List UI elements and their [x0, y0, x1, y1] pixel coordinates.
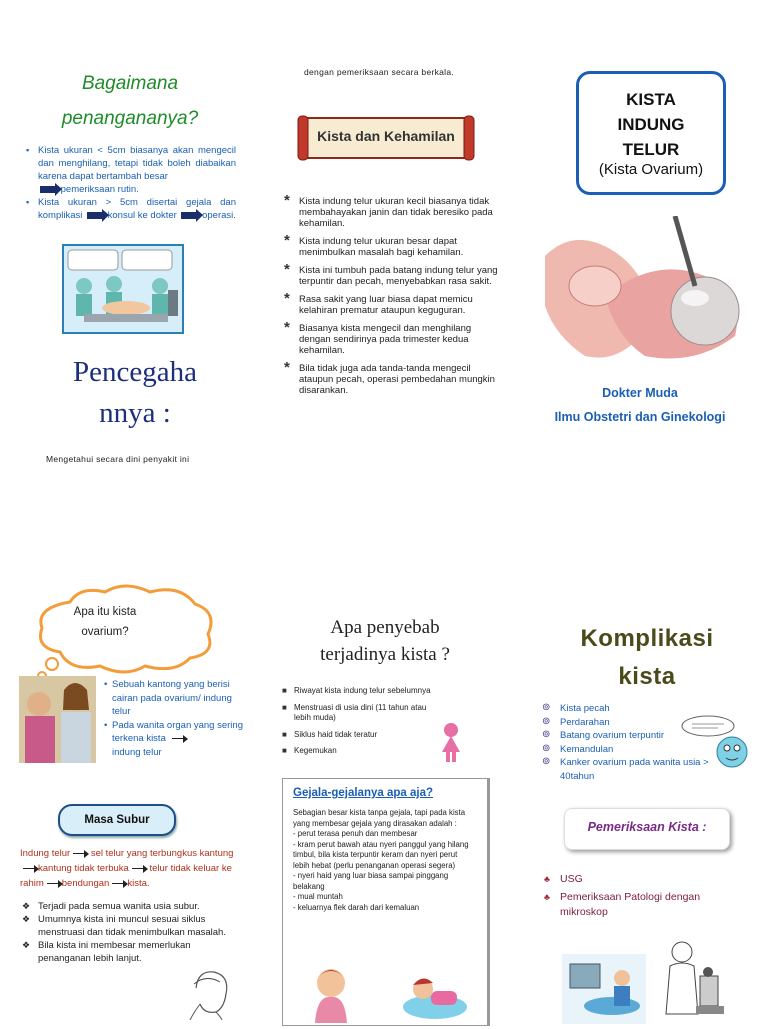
list-item: * Rasa sakit yang luar biasa dapat memicu kelahiran prematur ataupun keguguran.: [284, 294, 498, 316]
female-symbol-icon: [440, 722, 462, 762]
bullet-large-cyst: ▪ Kista ukuran > 5cm disertai gejala dan komplikasi konsul ke dokter operasi.: [38, 196, 236, 222]
list-item: ■ Riwayat kista indung telur sebelumnya: [282, 686, 432, 697]
women-talking-image: [19, 676, 96, 763]
list-item: ■ Siklus haid tidak teratur: [282, 730, 432, 741]
list-item: * Kista indung telur ukuran kecil biasanya tidak membahayakan janin dan tidak beresiko pada kehamilan.: [284, 196, 498, 229]
panel-pregnancy: [256, 0, 512, 512]
list-item: - mual muntah: [293, 892, 343, 901]
complications-title: Komplikasi kista: [580, 625, 714, 690]
definition-list: [104, 678, 250, 759]
pregnancy-scroll-banner: [296, 114, 476, 164]
woman-sketch-icon: [186, 968, 232, 1020]
arrow-icon: [132, 868, 144, 870]
list-item: ⊚ Kista pecah: [542, 702, 724, 716]
ultrasound-exam-image: [562, 954, 646, 1024]
treatment-bullets: [24, 144, 236, 222]
list-item: ■ Menstruasi di usia dini (11 tahun atau lebih muda): [282, 703, 432, 724]
cover-subtitle: (Kista Ovarium): [598, 161, 704, 178]
ovary-illustration-icon: [545, 216, 755, 372]
continued-text: dengan pemeriksaan secara berkala.: [304, 67, 455, 77]
list-item: * Bila tidak juga ada tanda-tanda mengecil ataupun pecah, operasi pembedahan mungkin disarankan.: [284, 363, 498, 396]
arrow-icon: [112, 883, 124, 885]
list-item: ⊚ Batang ovarium terpuntir: [542, 729, 724, 743]
resting-woman-icon: [401, 969, 469, 1021]
list-item: ⊚ Perdarahan: [542, 716, 724, 730]
symptoms-list: [293, 829, 475, 913]
list-item: ❖ Umumnya kista ini muncul sesuai siklus menstruasi dan tidak menimbulkan masalah.: [22, 913, 236, 939]
cover-title: KISTA INDUNG TELUR: [617, 90, 685, 159]
list-item: - perut terasa penuh dan membesar: [293, 829, 418, 838]
list-item: • Pada wanita organ yang sering terkena kista indung telur: [104, 719, 243, 758]
panel-treatment: [0, 0, 256, 512]
symptoms-title: Gejala-gejalanya apa aja?: [293, 787, 433, 799]
list-item: ♣ USG: [544, 872, 740, 887]
women-illustration-icon: [19, 676, 96, 763]
prevention-text: Mengetahui secara dini penyakit ini: [46, 454, 190, 464]
thinking-smiley-icon: [678, 714, 752, 770]
department: Ilmu Obstetri dan Ginekologi: [554, 410, 726, 424]
list-item: ❖ Bila kista ini membesar memerlukan penanganan lebih lanjut.: [22, 939, 236, 965]
arrow-icon: [73, 853, 85, 855]
list-item: * Biasanya kista mengecil dan menghilang dengan sendirinya pada trimester kedua kehamilan.: [284, 323, 498, 356]
fertility-chain: Indung telur sel telur yang terbungkus kantung kantung tidak terbuka telur tidak keluar ke rahim bendungan kista.: [20, 848, 234, 889]
doctor-microscope-image: [652, 936, 730, 1024]
list-item: - keluarnya flek darah dari kemaluan: [293, 902, 420, 912]
list-item: ⊚ Kemandulan: [542, 743, 724, 757]
symptoms-intro: Sebagian besar kista tanpa gejala, tapi pada kista yang membesar gejala yang dirasakan adalah :: [293, 808, 466, 828]
list-item: ♣ Pemeriksaan Patologi dengan mikroskop: [544, 890, 740, 920]
list-item: - nyeri haid yang luar biasa sampai pinggang belakang: [293, 871, 449, 891]
arrow-icon: [172, 738, 184, 740]
masa-subur-badge: Masa Subur: [58, 804, 176, 836]
arrow-icon: [23, 868, 35, 870]
arrow-icon: [181, 212, 197, 219]
panel-definition: [0, 512, 256, 1024]
arrow-icon: [87, 212, 103, 219]
woman-sketch-image: [186, 968, 232, 1020]
surgery-illustration-icon: [64, 246, 182, 332]
arrow-icon: [47, 883, 59, 885]
list-item: * Kista ini tumbuh pada batang indung telur yang terpuntir dan pecah, menyebabkan rasa sakit.: [284, 265, 498, 287]
causes-title: Apa penyebab terjadinya kista ?: [320, 617, 450, 665]
bullet-small-cyst: ▪ Kista ukuran < 5cm biasanya akan mengecil dan menghilang, tetapi tidak boleh diabaikan karena dapat bertambah besar pemeriksaan rutin.: [38, 144, 236, 196]
scroll-title: Kista dan Kehamilan: [317, 128, 455, 144]
panel-causes: [256, 512, 512, 1024]
panel-complications: [512, 512, 768, 1024]
list-item: ⊚ Kanker ovarium pada wanita usia > 40tahun: [542, 756, 724, 783]
exam-badge: Pemeriksaan Kista :: [564, 808, 730, 850]
author: Dokter Muda: [602, 386, 678, 400]
cover-title-box: [576, 71, 726, 195]
symptoms-box: [282, 778, 490, 1026]
pregnancy-list: [284, 196, 498, 403]
panel-cover: [512, 0, 768, 512]
ovary-cyst-image: [545, 216, 755, 372]
question-cloud: Apa itu kista ovarium?: [30, 582, 220, 682]
list-item: ■ Kegemukan: [282, 746, 432, 757]
fertility-notes: [22, 900, 236, 965]
arrow-icon: [40, 186, 56, 193]
prevention-title: Pencegaha nnya :: [73, 356, 197, 429]
surgery-cartoon-image: [62, 244, 184, 334]
list-item: - kram perut bawah atau nyeri panggul yang hilang timbul, bila kista terpuntir keram dan nyeri perut lebih hebat (perlu penanganan operasi segera): [293, 839, 469, 870]
treatment-title: Bagaimana penangananya?: [61, 73, 199, 129]
list-item: • Sebuah kantong yang berisi cairan pada ovarium/ indung telur: [104, 679, 232, 717]
causes-list: [282, 686, 432, 763]
sick-woman-icon: [309, 965, 353, 1023]
list-item: * Kista indung telur ukuran besar dapat menimbulkan masalah bagi kehamilan.: [284, 236, 498, 258]
list-item: ❖ Terjadi pada semua wanita usia subur.: [22, 900, 236, 913]
exam-list: [544, 872, 740, 923]
